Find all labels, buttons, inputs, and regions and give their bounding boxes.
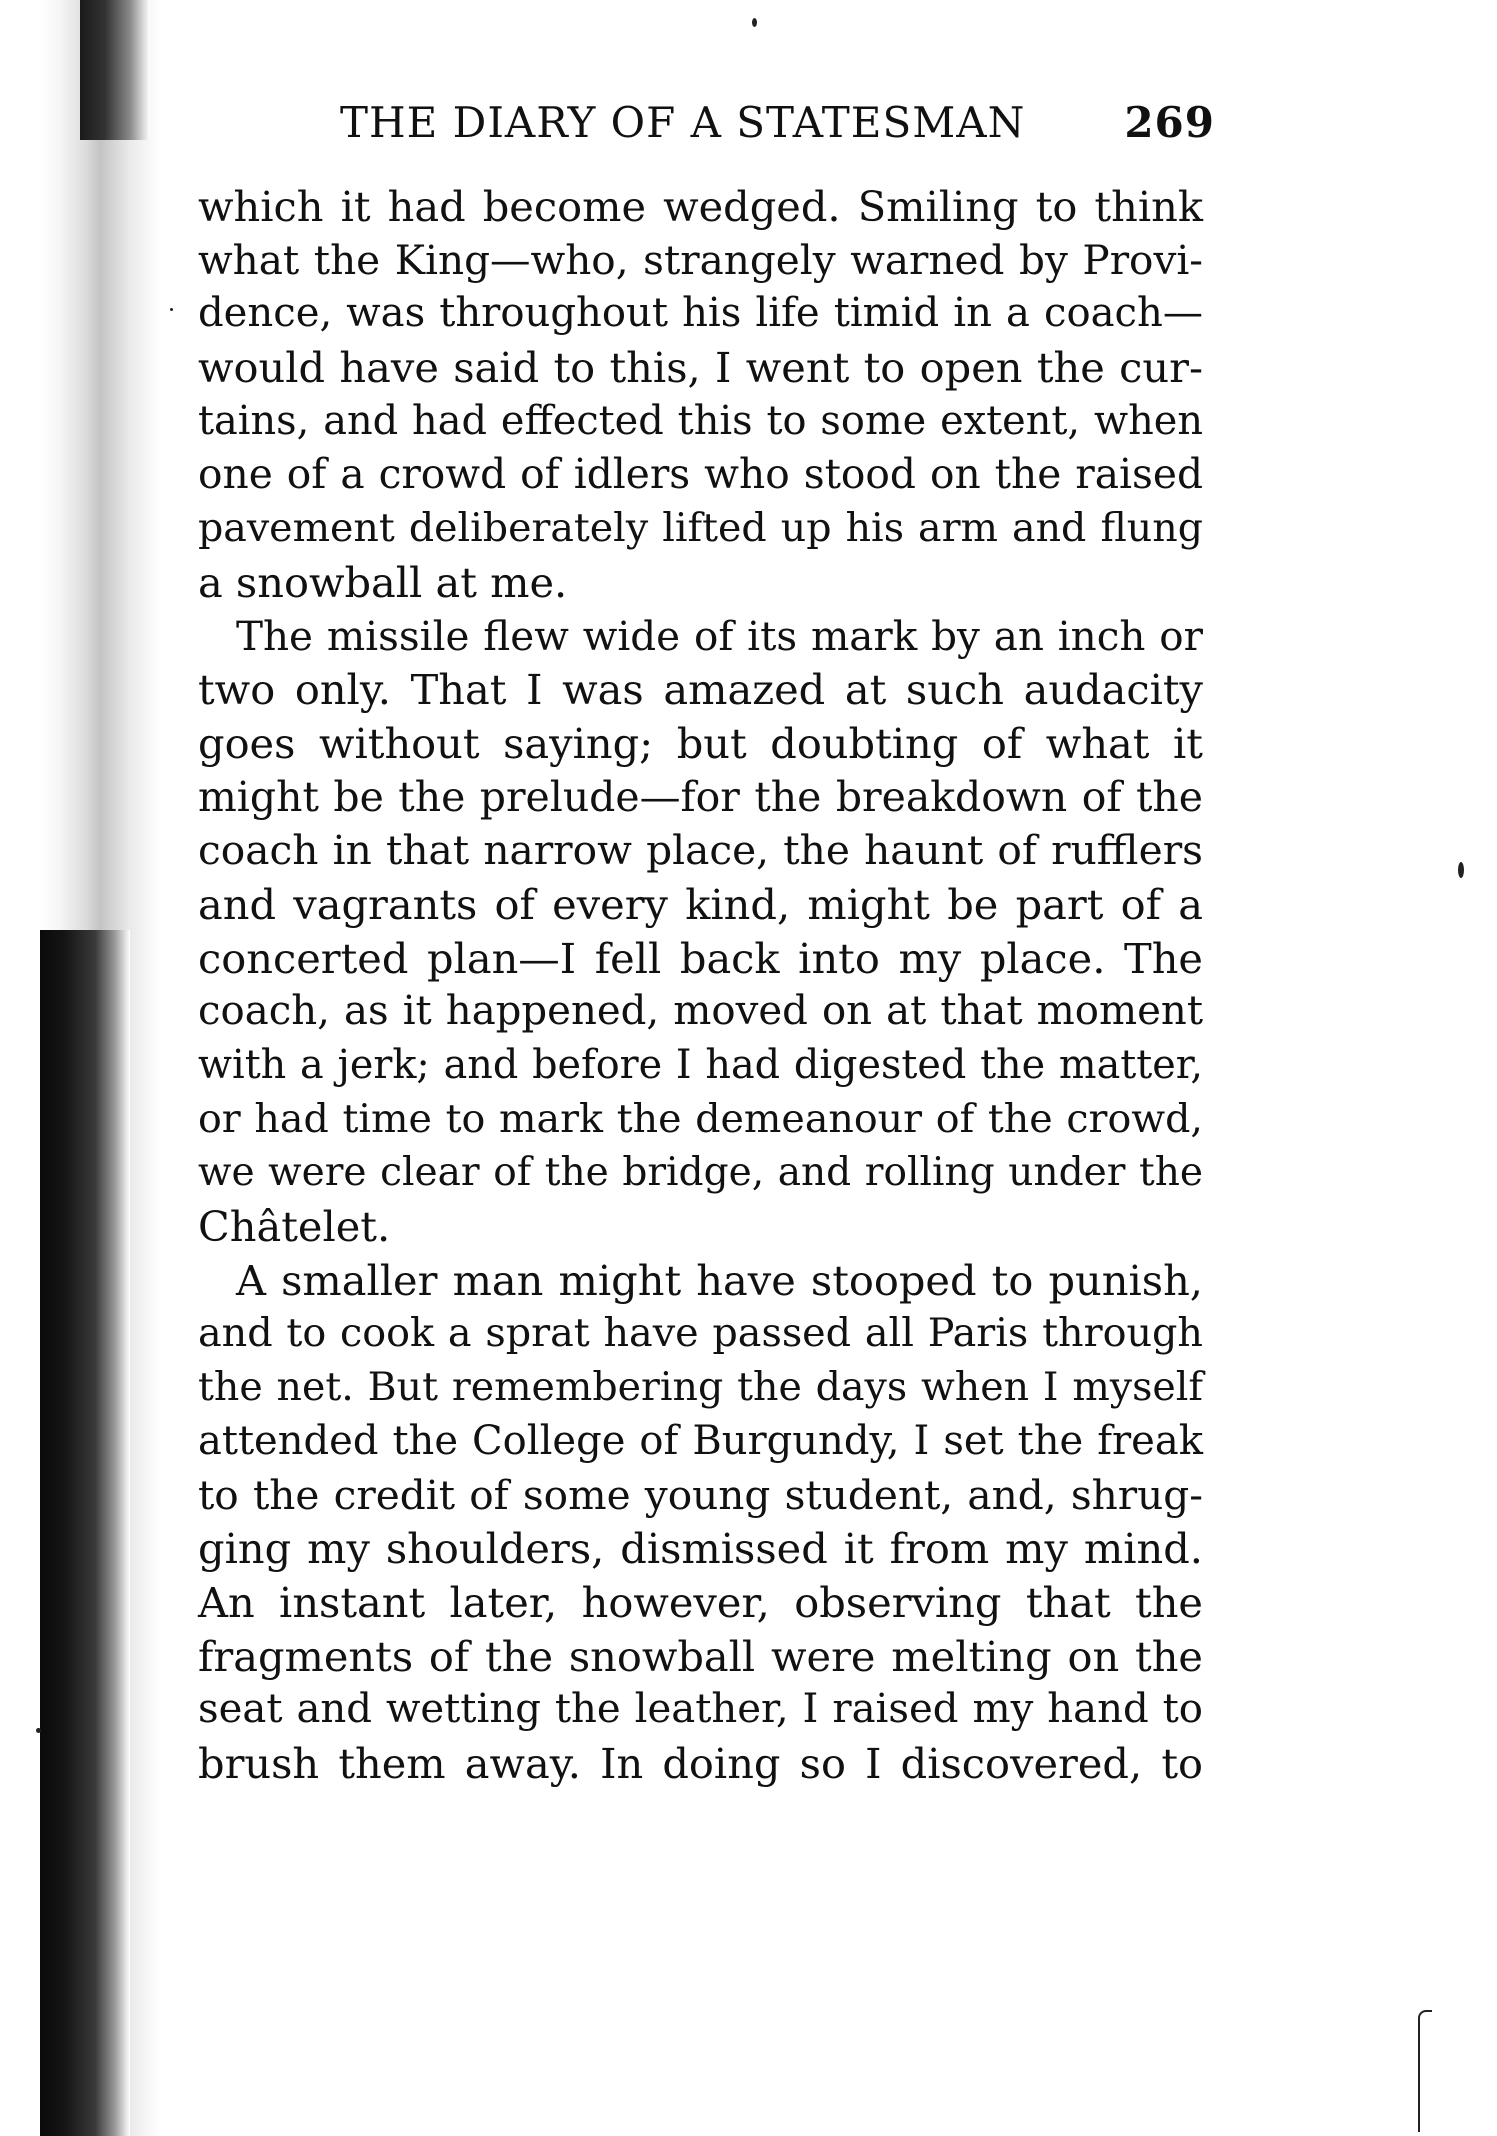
paragraph bbox=[198, 1254, 1203, 1791]
text-line: the net. But remembering the days when I myself bbox=[198, 1364, 1203, 1411]
paragraph bbox=[198, 180, 1203, 610]
text-line: to the credit of some young student, and, shrug- bbox=[198, 1470, 1203, 1519]
text-line: tains, and had effected this to some extent, when bbox=[198, 397, 1203, 444]
text-line: and vagrants of every kind, might be part of a bbox=[198, 879, 1203, 929]
text-line: we were clear of the bridge, and rolling under the bbox=[198, 1150, 1203, 1196]
text-line: A smaller man might have stooped to punish, bbox=[236, 1255, 1203, 1305]
running-head: THE DIARY OF A STATESMAN bbox=[340, 98, 1026, 147]
text-line: which it had become wedged. Smiling to think bbox=[198, 182, 1203, 231]
text-line: or had time to mark the demeanour of the crowd, bbox=[198, 1095, 1203, 1142]
text-line: coach in that narrow place, the haunt of rufflers bbox=[198, 826, 1203, 875]
text-line: one of a crowd of idlers who stood on the raised bbox=[198, 450, 1203, 499]
text-line: An instant later, however, observing that the bbox=[198, 1577, 1203, 1627]
text-line: Châtelet. bbox=[198, 1202, 391, 1252]
text-line: seat and wetting the leather, I raised my hand to bbox=[198, 1686, 1203, 1733]
ink-speck bbox=[36, 1728, 41, 1733]
page-number: 269 bbox=[1124, 98, 1215, 147]
text-line: coach, as it happened, moved on at that moment bbox=[198, 988, 1203, 1035]
paragraph bbox=[198, 610, 1203, 1254]
text-line: fragments of the snowball were melting on the bbox=[198, 1631, 1203, 1681]
text-line: concerted plan—I fell back into my place. The bbox=[198, 933, 1203, 983]
text-line: and to cook a sprat have passed all Paris through bbox=[198, 1310, 1203, 1357]
ink-speck bbox=[170, 308, 173, 311]
binding-shadow bbox=[40, 930, 130, 2136]
text-line: two only. That I was amazed at such audacity bbox=[198, 665, 1203, 715]
text-line: dence, was throughout his life timid in a coach— bbox=[198, 290, 1203, 337]
body-text bbox=[198, 180, 1203, 1791]
text-line: a snowball at me. bbox=[198, 557, 568, 607]
binding-shadow-top bbox=[80, 0, 150, 140]
text-line: pavement deliberately lifted up his arm and flung bbox=[198, 505, 1203, 552]
text-line: with a jerk; and before I had digested the matter, bbox=[198, 1042, 1203, 1088]
text-line: brush them away. In doing so I discovered, to bbox=[198, 1738, 1203, 1788]
text-line: The missile flew wide of its mark by an inch or bbox=[236, 611, 1203, 660]
text-line: what the King—who, strangely warned by Provi- bbox=[198, 235, 1203, 284]
page-header bbox=[340, 98, 1215, 158]
text-line: attended the College of Burgundy, I set the freak bbox=[198, 1417, 1203, 1464]
text-line: goes without saying; but doubting of what it bbox=[198, 718, 1203, 768]
text-line: ging my shoulders, dismissed it from my mind. bbox=[198, 1524, 1203, 1574]
ink-speck bbox=[752, 18, 757, 27]
text-line: would have said to this, I went to open the cur- bbox=[198, 343, 1203, 393]
ink-speck bbox=[1458, 862, 1464, 878]
text-line: might be the prelude—for the breakdown of the bbox=[198, 772, 1203, 821]
margin-bracket-mark bbox=[1418, 2010, 1432, 2132]
